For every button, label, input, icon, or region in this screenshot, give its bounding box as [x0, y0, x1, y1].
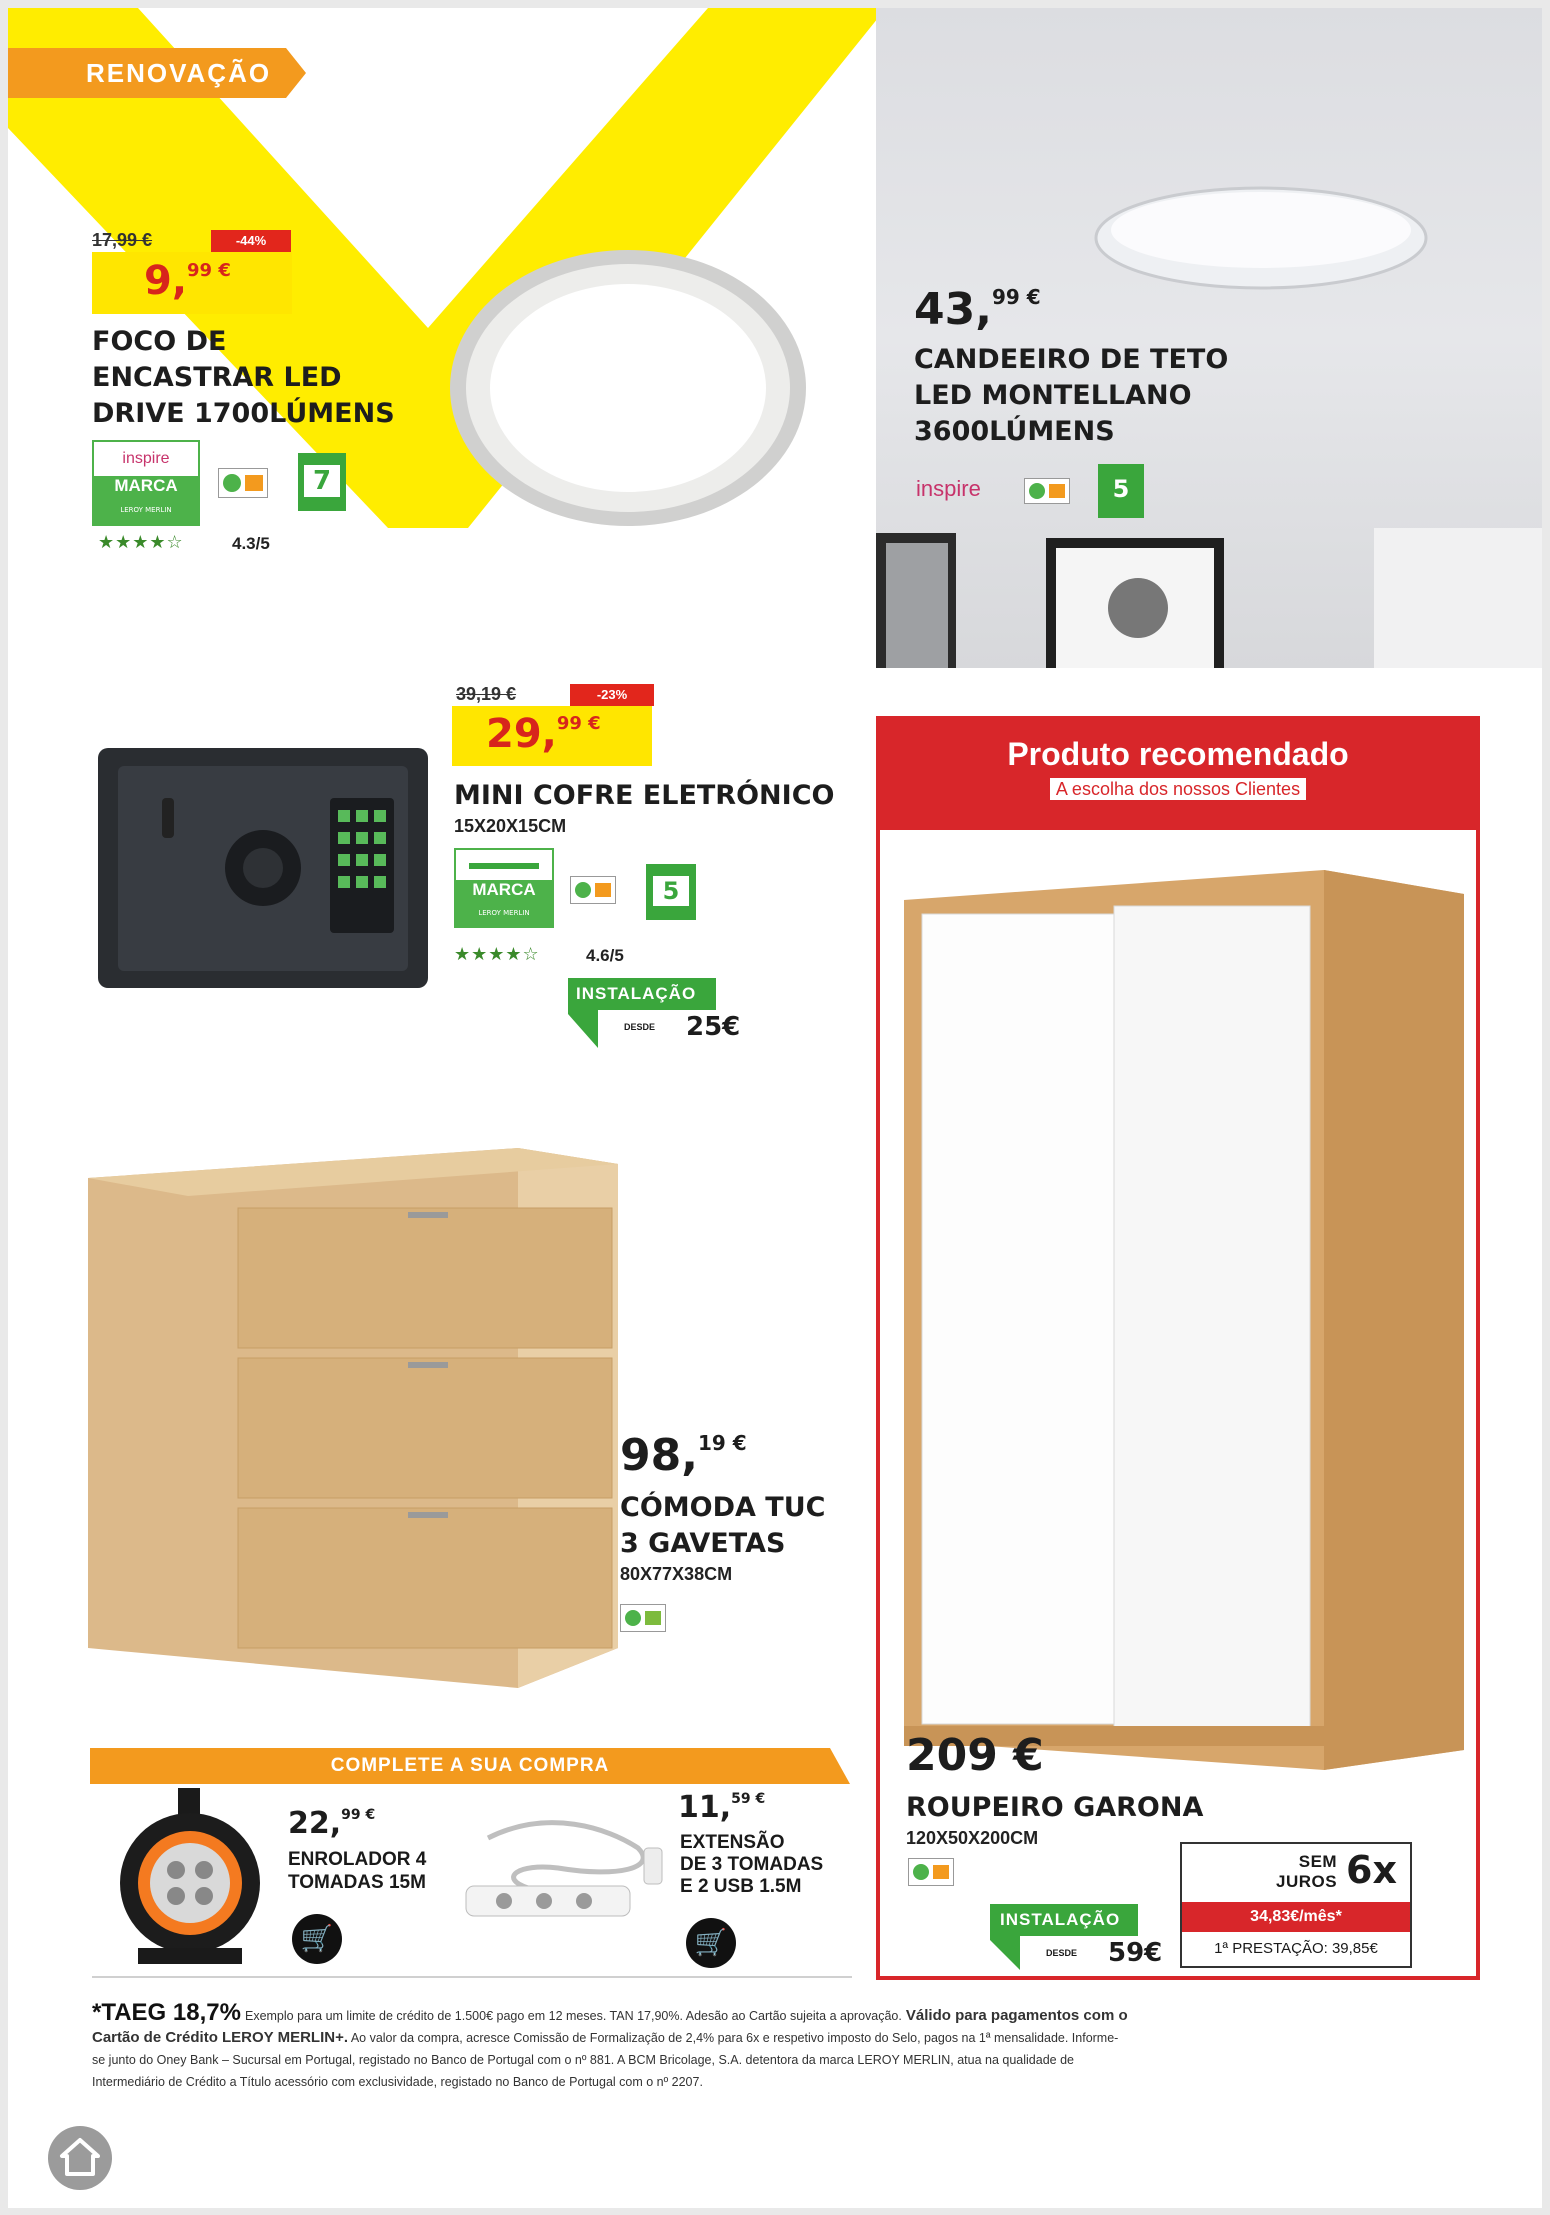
eco-label-icon: [908, 1858, 954, 1886]
eco-label-icon: [218, 468, 268, 498]
inspire-brand-badge: inspire MARCA LEROY MERLIN: [92, 440, 200, 526]
ceiling-lamp-photo: [876, 8, 1542, 668]
wardrobe-price: 209 €: [906, 1730, 1044, 1781]
wardrobe-name: ROUPEIRO GARONA: [906, 1792, 1204, 1823]
cable-reel-image: [118, 1788, 268, 1968]
safe-rating: 4.6/5: [586, 946, 624, 965]
safe-name: MINI COFRE ELETRÓNICO: [454, 780, 835, 811]
home-button[interactable]: [48, 2126, 112, 2190]
safe-old-price: 39,19 €: [456, 684, 517, 704]
safe-dims: 15X20X15CM: [454, 816, 567, 836]
renovation-badge: RENOVAÇÃO: [8, 48, 308, 98]
home-icon: [48, 2126, 112, 2190]
led-spot-name: FOCO DE ENCASTRAR LED DRIVE 1700LÚMENS: [92, 326, 395, 429]
ceiling-lamp-name: CANDEEIRO DE TETO LED MONTELLANO 3600LÚMENS: [914, 344, 1229, 447]
ceiling-lamp-inspire-logo: inspire: [916, 476, 981, 501]
led-spot-rating: 4.3/5: [232, 534, 270, 553]
wardrobe-image: [904, 870, 1464, 1780]
led-spot-stars: ★★★★☆: [98, 532, 184, 553]
cart-icon: 🛒: [694, 1928, 728, 1958]
catalog-page: [8, 8, 1542, 2208]
dresser-name: CÓMODA TUC 3 GAVETAS: [620, 1492, 826, 1559]
wardrobe-installation-badge: INSTALAÇÃO DESDE 59€: [990, 1904, 1190, 1974]
safe-warranty-badge: 5: [646, 864, 696, 920]
led-spot-old-price: 17,99 €: [92, 230, 153, 250]
eco-label-icon: [620, 1604, 666, 1632]
reel-name: ENROLADOR 4 TOMADAS 15M: [288, 1849, 427, 1893]
credit-offer-box: SEM JUROS 6x 34,83€/mês* 1ª PRESTAÇÃO: 39,85€: [1180, 1842, 1412, 1968]
led-spot-price: 9,99 €: [92, 252, 292, 314]
extension-price: 11,59 €: [678, 1790, 766, 1825]
ceiling-lamp-warranty-badge: 5: [1098, 464, 1144, 518]
safe-stars: ★★★★☆: [454, 944, 540, 965]
wardrobe-dims: 120X50X200CM: [906, 1828, 1039, 1848]
ceiling-lamp-price: 43,99 €: [914, 284, 1041, 335]
led-spot-warranty-badge: 7: [298, 453, 346, 511]
extension-name: EXTENSÃO DE 3 TOMADAS E 2 USB 1.5M: [680, 1832, 824, 1897]
safe-image: [88, 728, 438, 998]
add-reel-cart-button[interactable]: [292, 1914, 342, 1964]
dresser-image: [88, 1148, 618, 1708]
legal-footer: *TAEG 18,7% Exemplo para um limite de crédito de 1.500€ pago em 12 meses. TAN 17,90%. Adesão ao Cartão sujeita a aprovação. Válido para pagamentos com o Cartão de Crédito LEROY MERLIN+. Ao valor da compra, acresce Comissão de Formalização de 2,4% para 6x e respetivo imposto do Selo, pagos na 1ª mensalidade. Informe- se junto do Oney Bank – Sucursal em Portugal, registado no Banco de Portugal com o nº 881. A BCM Bricolage, S.A. detentora da marca LEROY MERLIN, atua na qualidade de Intermediário de Crédito a Título acessório com exclusividade, registado no Banco de Portugal com o nº 2207.: [92, 1999, 1128, 2089]
add-extension-cart-button[interactable]: [686, 1918, 736, 1968]
eco-label-icon: [1024, 478, 1070, 504]
leroy-merlin-brand-badge: MARCA LEROY MERLIN: [454, 848, 554, 928]
recommended-product-panel: [876, 716, 1480, 1980]
safe-price: 29,99 €: [452, 706, 652, 766]
led-spot-image: [438, 248, 818, 528]
extension-strip-image: [458, 1808, 668, 1938]
dresser-dims: 80X77X38CM: [620, 1564, 733, 1584]
led-spot-discount-badge: -44%: [211, 230, 291, 252]
recommended-header: Produto recomendado A escolha dos nossos Clientes: [880, 720, 1476, 830]
safe-discount-badge: -23%: [570, 684, 654, 706]
reel-price: 22,99 €: [288, 1806, 376, 1841]
dresser-price: 98,19 €: [620, 1430, 747, 1481]
eco-label-icon: [570, 876, 616, 904]
cart-icon: 🛒: [300, 1924, 334, 1954]
divider: [92, 1976, 852, 1978]
complete-purchase-banner: COMPLETE A SUA COMPRA: [90, 1748, 850, 1784]
safe-installation-badge: INSTALAÇÃO DESDE 25€: [568, 978, 768, 1048]
